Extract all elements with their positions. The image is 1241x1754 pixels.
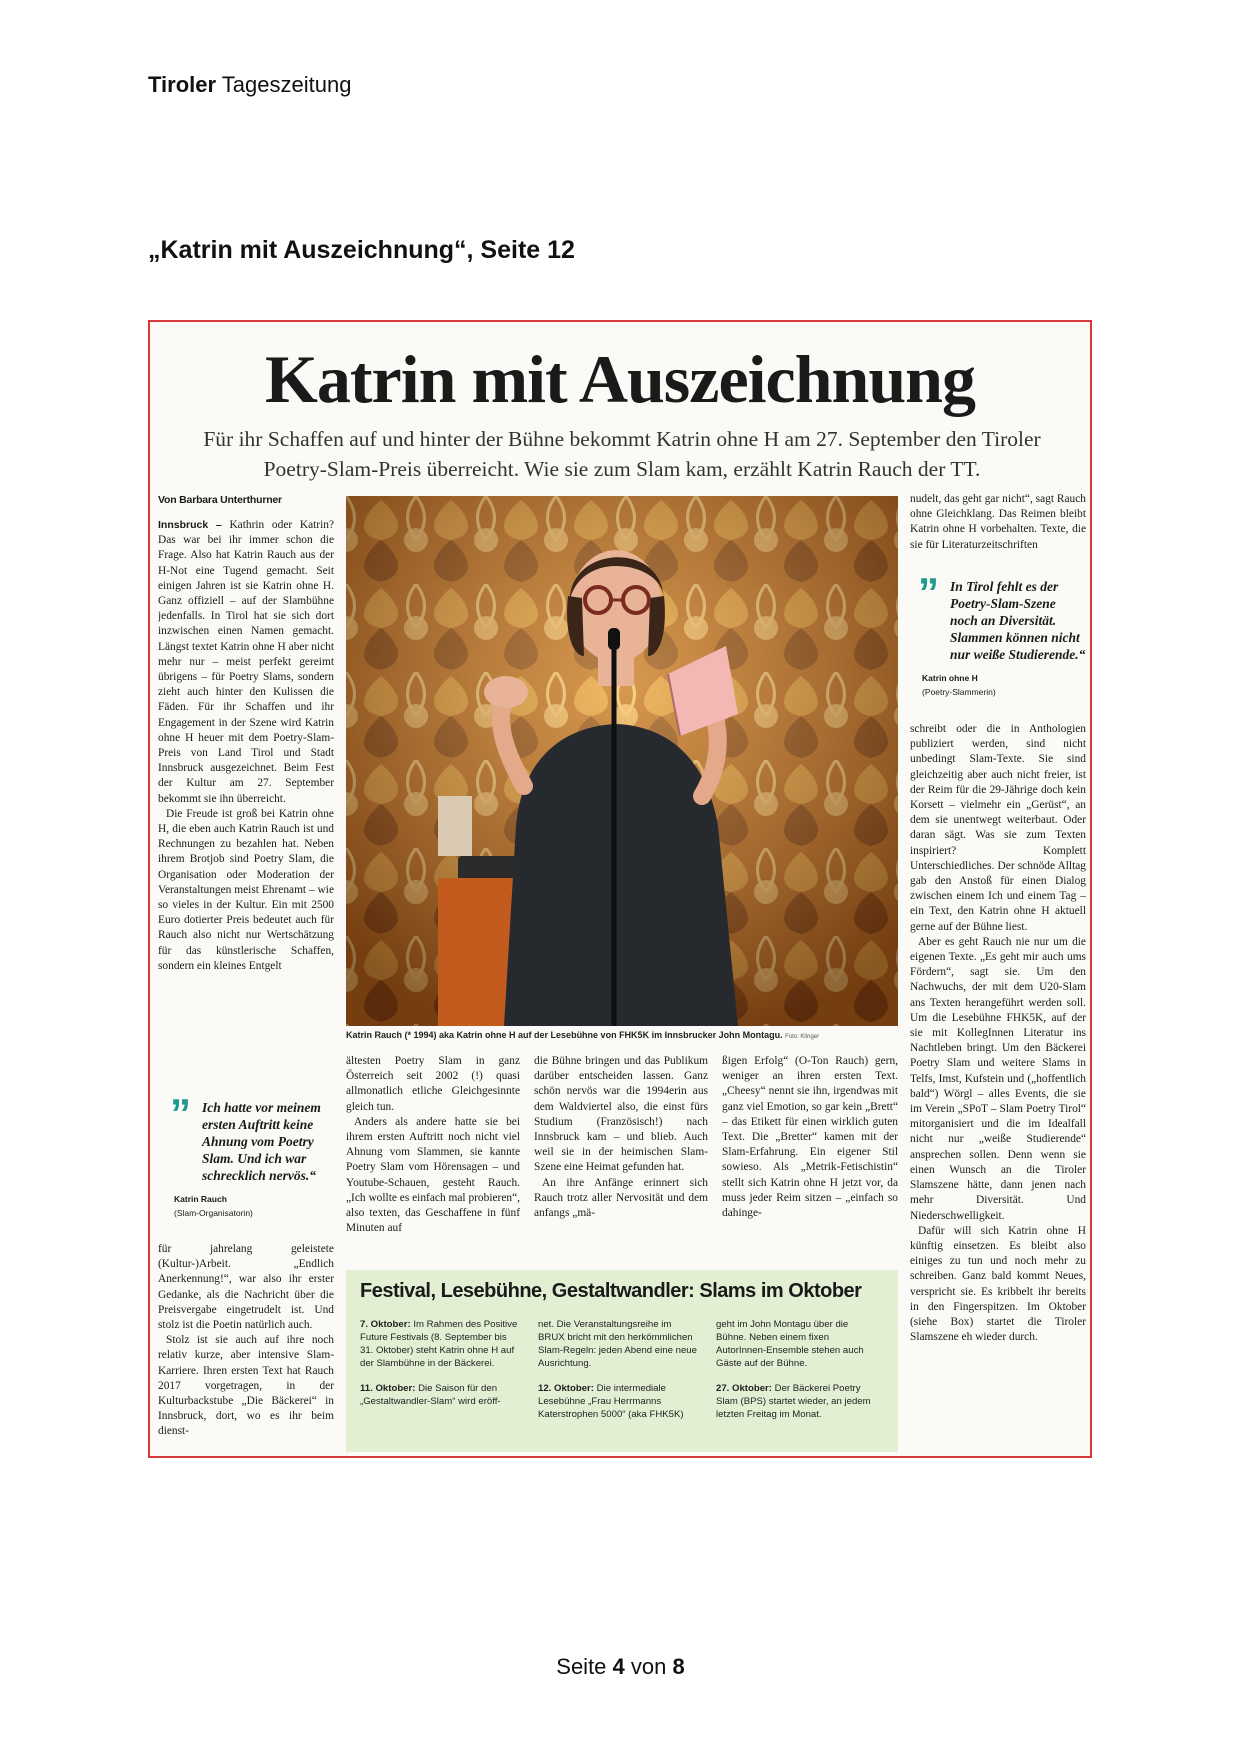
newspaper-clipping (148, 320, 1092, 1458)
events-col-3 (716, 1318, 878, 1433)
column-2: ältesten Poetry Slam in ganz Österreich seit 2002 (!) quasi allmonatlich etliche Gleichgesinnte gleich tun. Anders als andere hatte sie bei ihrem ersten Auftritt noch nicht viel Ahnung vom Slammen, sie kannte Poetry Slam vom Hörensagen – und Youtube-Schauen, gesteht Rauch. „Ich wollte es einfach mal probieren“, also texten, das Geschaffene in fünf Minuten auf (346, 1055, 520, 1235)
events-col-1 (360, 1318, 522, 1420)
column-5-top: nudelt, das geht gar nicht“, sagt Rauch ohne Gleichklang. Das Reimen bleibt Katrin ohne H vorbehalten. Texte, die sie für Literaturzeitschriften (910, 493, 1086, 551)
column-1-bottom: für jahrelang geleistete (Kultur-)Arbeit. „Endlich Anerkennung!“, war also ihr erster Gedanke, als die Nachricht über die Preisvergabe eingetrudelt ist. Und stolz ist die Poetin natürlich auch. Stolz ist sie auch auf ihre noch relativ kurze, aber intensive Slam-Karriere. Ihren ersten Text hat Rauch 2017 vorgetragen, in der Kulturbackstube „Die Bäckerei“ in Innsbruck, dort, wo es ihr beim dienst- (158, 1243, 334, 1438)
column-1-top: Innsbruck – Kathrin oder Katrin? Das war bei ihr immer schon die Frage. Also hat Katrin Rauch aus der H-Not eine Tugend gemacht. Seit einigen Jahren ist sie Katrin ohne H. Ganz offiziell – auf der Slambühne jedenfalls. In Tirol hat sie sich dort inzwischen einen Namen gemacht. Längst textet Katrin ohne H aber nicht mehr nur – meist perfekt gereimt übrigens – für Poetry Slams, sondern zieht auch hinter den Kulissen die Fäden. Für ihr Schaffen und ihr Engagement in der Szene wird Katrin ohne H heuer mit dem Poetry-Slam-Preis von Land Tirol und Stadt Innsbruck ausgezeichnet. Beim Fest der Kultur am 27. September bekommt sie ihn überreicht. Die Freude ist groß bei Katrin ohne H, die eben auch Katrin Rauch ist und Rechnungen zu bezahlen hat. Neben ihrem Brotjob sind Poetry Slam, die Organisation oder Moderation der Veranstaltungen meist Ehrenamt – wie so vieles in der Kultur. Ein mit 2500 Euro dotierter Preis bedeutet auch für Rauch also nicht nur Wertschätzung für das künstlerische Schaffen, sondern ein kleines Entgelt (158, 519, 334, 972)
article-photo (346, 496, 898, 1026)
event-item: 27. Oktober: Der Bäckerei Poetry Slam (BPS) startet wieder, an jedem letzten Freitag im Monat. (716, 1383, 871, 1420)
poet-on-stage-image (346, 496, 898, 1026)
byline: Von Barbara Unterthurner (158, 494, 282, 506)
column-4: ßigen Erfolg“ (O-Ton Rauch) gern, weniger an ihren ersten Text. „Cheesy“ nennt sie ihn, irgendwas mit ganz viel Emotion, so gar kein „Brett“ – das Etikett für einen wirklich guten Text. Die „Bretter“ kamen mit der Slam-Erfahrung. Ein eigener Stil sowieso. Als „Metrik-Fetischistin“ stellt sich Katrin ohne H jetzt vor, da muss jeder Reim sitzen – „einfach so dahinge- (722, 1055, 898, 1220)
column-5-bottom: schreibt oder die in Anthologien publiziert werden, sind nicht unbedingt Slam-Texte. Sie sind gleichzeitig aber auch nicht freier, ist der Reim für die 29-Jährige doch kein Korsett – vielmehr ein „Gerüst“, an dem sie unentwegt weiterbaut. Oder daran sägt. Was sie zum Texten inspiriert? Komplett Unterschiedliches. Der schnöde Alltag gab den Anstoß für einen Dialog zwischen einem Ich und einem Tag – ein Text, den Katrin ohne H aktuell gerne auf der Bühne liest. Aber es geht Rauch nie nur um die eigenen Texte. „Es geht mir auch ums Fördern“, sagt sie. Um den Nachwuchs, der mit dem U20-Slam ans Texten herangeführt werden soll. Um die Lesebühne FHK5K, auf der sie mit KollegInnen Literatur ins Nachtleben bringt. Um den Bäckerei Poetry Slam und weitere Slams in Telfs, Imst, Kufstein und („hoffentlich bald“) Wörgl – alles Events, die sie im Verein „SPoT – Slam Poetry Tirol“ mitorganisiert und die im Idealfall nicht nur „weiße Studierende“ ansprechen sollen. Denn wenn sie einen Wunsch an die Tiroler Slamszene hätte, dann jenen nach mehr Diversität. Und Niederschwelligkeit. Dafür will sich Katrin ohne H künftig einsetzen. Es bleibt also einiges zu tun und noch mehr zu schreiben. Ganz bald kommt Neues, verspricht sie. Es kribbelt ihr bereits in den Fingerspitzen. Im Oktober (siehe Box) startet die Tiroler Slamszene eh wieder durch. (910, 723, 1086, 1344)
events-col-2 (538, 1318, 700, 1433)
events-box (346, 1270, 898, 1452)
event-item: geht im John Montagu über die Bühne. Neben einem fixen AutorInnen-Ensemble stehen auch Gäste auf der Bühne. (716, 1319, 864, 1369)
publication-name: Tiroler Tageszeitung (148, 72, 352, 97)
document-title: „Katrin mit Auszeichnung“, Seite 12 (148, 236, 575, 264)
article-lead: Für ihr Schaffen auf und hinter der Bühne bekommt Katrin ohne H am 27. September den Tiroler Poetry-Slam-Preis überreicht. Wie sie zum Slam kam, erzählt Katrin Rauch der TT. (203, 427, 1041, 481)
event-item: 12. Oktober: Die intermediale Lesebühne „Frau Herrmanns Katerstrophen 5000“ (aka FHK5K) (538, 1383, 684, 1420)
quote-mark-icon: ” (170, 1090, 191, 1137)
quote-mark-icon: ” (918, 569, 939, 616)
column-3: die Bühne bringen und das Publikum darüber entscheiden lassen. Ganz schön nervös war die 1994erin aus dem Waldviertel also, die einst fürs Studium (Französisch!) nach Innsbruck kam – und blieb. Auch weil sie in der heimischen Slam-Szene eine Heimat gefunden hat. An ihre Anfänge erinnert sich Rauch trotz aller Nervosität und dem anfangs „mä- (534, 1055, 708, 1220)
events-box-title: Festival, Lesebühne, Gestaltwandler: Slams im Oktober (360, 1280, 862, 1302)
event-item: 11. Oktober: Die Saison für den „Gestaltwandler-Slam“ wird eröff- (360, 1383, 501, 1407)
pull-quote-2: ” In Tirol fehlt es der Poetry-Slam-Szene noch an Diversität. Slammen können nicht nur weiße Studierende.“ Katrin ohne H (Poetry-Slammerin) (918, 569, 1086, 697)
event-item: net. Die Veranstaltungsreihe im BRUX bricht mit den herkömmlichen Slam-Regeln: jeden Abend eine neue Ausrichtung. (538, 1319, 697, 1369)
page-number: Seite 4 von 8 (556, 1654, 685, 1679)
photo-caption: Katrin Rauch (* 1994) aka Katrin ohne H auf der Lesebühne von FHK5K im Innsbrucker John Montagu. Foto: Klinger (346, 1030, 820, 1040)
event-item: 7. Oktober: Im Rahmen des Positive Future Festivals (8. September bis 31. Oktober) steht Katrin ohne H auf der Slambühne in der Bäckerei. (360, 1319, 518, 1369)
article-headline: Katrin mit Auszeichnung (265, 341, 975, 417)
pull-quote-1: ” Ich hatte vor meinem ersten Auftritt keine Ahnung vom Poetry Slam. Und ich war schrecklich nervös.“ Katrin Rauch (Slam-Organisatorin) (170, 1090, 321, 1218)
